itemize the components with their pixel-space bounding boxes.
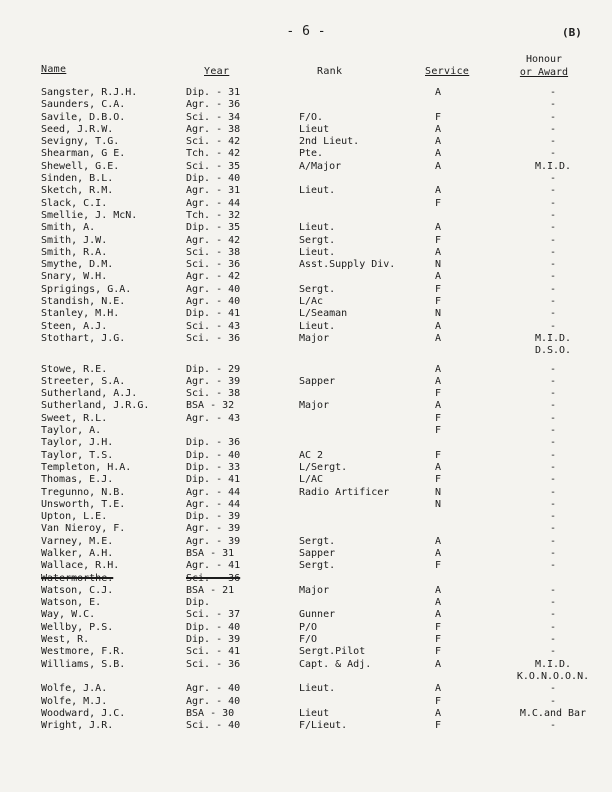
entry-service: F xyxy=(435,197,442,209)
entry-year: Sci. - 41 xyxy=(186,646,241,658)
entry-rank: Sergt. xyxy=(299,560,336,572)
entry-rank: Lieut xyxy=(299,123,330,135)
table-row xyxy=(0,487,612,499)
entry-year: Sci. - 35 xyxy=(186,160,241,172)
entry-year: Sci. - 37 xyxy=(186,609,241,621)
table-row xyxy=(0,425,612,437)
entry-service: F xyxy=(435,474,442,486)
entry-name: Taylor, T.S. xyxy=(41,449,114,461)
entry-name: Taylor, A. xyxy=(41,425,102,437)
entry-honour: K.O.N.O.O.N. xyxy=(516,670,590,682)
entry-honour: - xyxy=(549,320,557,332)
entry-rank: Major xyxy=(299,584,330,596)
page-number: - 6 - xyxy=(286,24,326,39)
header-honour-line2: or Award xyxy=(519,67,569,78)
entry-name: Wolfe, M.J. xyxy=(41,695,108,707)
entry-name: Sketch, R.M. xyxy=(41,185,114,197)
entry-year: Agr. - 39 xyxy=(186,375,241,387)
table-row xyxy=(0,87,612,99)
entry-name: Unsworth, T.E. xyxy=(41,498,126,510)
entry-year: Agr. - 40 xyxy=(186,695,241,707)
entry-honour: M.I.D. xyxy=(534,658,572,670)
entry-service: A xyxy=(435,246,442,258)
entry-name: Woodward, J.C. xyxy=(41,707,126,719)
header-year: Year xyxy=(204,66,230,77)
entry-honour: - xyxy=(549,296,557,308)
entry-honour: - xyxy=(549,259,557,271)
entry-service: A xyxy=(435,222,442,234)
entry-honour: - xyxy=(549,363,557,375)
table-row xyxy=(0,585,612,597)
entry-honour: - xyxy=(549,222,557,234)
entry-honour: - xyxy=(549,695,557,707)
entry-year: Agr. - 36 xyxy=(186,99,241,111)
entry-service: F xyxy=(435,425,442,437)
entry-honour: - xyxy=(549,209,557,221)
entry-year: Dip. - 40 xyxy=(186,621,241,633)
entry-service: F xyxy=(435,695,442,707)
entry-year: Sci. - 36 xyxy=(186,259,241,271)
entry-year: Dip. - 41 xyxy=(186,308,241,320)
entry-service: F xyxy=(435,283,442,295)
entry-rank: Capt. & Adj. xyxy=(299,658,372,670)
entry-honour: - xyxy=(549,449,557,461)
entry-honour: - xyxy=(549,621,557,633)
entry-honour: - xyxy=(549,123,557,135)
entry-rank: Sergt. xyxy=(299,283,336,295)
entry-service: A xyxy=(435,707,442,719)
entry-honour: - xyxy=(549,136,557,148)
entry-honour: - xyxy=(549,646,557,658)
entry-honour: - xyxy=(549,597,557,609)
entry-service: N xyxy=(435,486,442,498)
entry-honour: - xyxy=(549,609,557,621)
table-row xyxy=(0,388,612,400)
entry-honour: D.S.O. xyxy=(534,345,572,357)
entry-name: Tregunno, N.B. xyxy=(41,486,126,498)
table-row xyxy=(0,437,612,449)
table-row xyxy=(0,333,612,345)
entry-year: Dip. - 33 xyxy=(186,461,241,473)
entry-service: N xyxy=(435,498,442,510)
entry-name: Watermorthe. xyxy=(41,572,114,584)
header-service: Service xyxy=(425,66,470,77)
entry-honour: - xyxy=(549,283,557,295)
entry-service: A xyxy=(435,597,442,609)
header-rank: Rank xyxy=(317,66,343,77)
entry-year: Agr. - 40 xyxy=(186,283,241,295)
entry-honour: - xyxy=(549,308,557,320)
entry-honour: - xyxy=(549,412,557,424)
entry-rank: Sapper xyxy=(299,547,336,559)
entry-name: Smith, A. xyxy=(41,222,96,234)
table-row xyxy=(0,284,612,296)
table-row xyxy=(0,136,612,148)
table-row xyxy=(0,696,612,708)
entry-service: A xyxy=(435,87,442,98)
entry-service: N xyxy=(435,308,442,320)
entry-year: Agr. - 42 xyxy=(186,271,241,283)
table-row xyxy=(0,511,612,523)
entry-name: Sweet, R.L. xyxy=(41,412,108,424)
entry-service: A xyxy=(435,363,442,375)
entry-service: F xyxy=(435,412,442,424)
entry-service: A xyxy=(435,123,442,135)
entry-honour: - xyxy=(549,271,557,283)
entry-year: Dip. - 41 xyxy=(186,474,241,486)
entry-honour: - xyxy=(549,400,557,412)
entry-honour: - xyxy=(549,535,557,547)
entry-rank: Lieut. xyxy=(299,222,336,234)
entry-honour: M.I.D. xyxy=(534,332,572,344)
entry-honour: - xyxy=(549,148,557,160)
entry-name: Sangster, R.J.H. xyxy=(41,87,138,98)
entry-name: Shearman, G E. xyxy=(41,148,126,160)
entry-rank: L/AC xyxy=(299,474,324,486)
table-row xyxy=(0,185,612,197)
entry-year: Sci. - 40 xyxy=(186,720,241,732)
entry-name: Slack, C.I. xyxy=(41,197,108,209)
entry-name: Sinden, B.L. xyxy=(41,173,114,185)
entry-year: Agr. - 39 xyxy=(186,523,241,535)
entry-name: Stowe, R.E. xyxy=(41,363,108,375)
entry-name: Way, W.C. xyxy=(41,609,96,621)
entry-year: Agr. - 41 xyxy=(186,560,241,572)
entry-name: Sprigings, G.A. xyxy=(41,283,132,295)
table-row xyxy=(0,148,612,160)
entry-name: Walker, A.H. xyxy=(41,547,114,559)
entry-honour: - xyxy=(549,720,557,732)
table-row xyxy=(0,400,612,412)
table-row xyxy=(0,597,612,609)
entry-year: Dip. - 31 xyxy=(186,87,241,98)
entry-name: Stanley, M.H. xyxy=(41,308,120,320)
entry-honour: - xyxy=(549,87,557,98)
table-row xyxy=(0,708,612,720)
entry-honour: - xyxy=(549,498,557,510)
entry-rank: Lieut. xyxy=(299,683,336,695)
entry-year: Dip. - 35 xyxy=(186,222,241,234)
entry-honour: - xyxy=(549,111,557,123)
entry-year: Dip. - 39 xyxy=(186,634,241,646)
table-row xyxy=(0,646,612,658)
entry-service: A xyxy=(435,535,442,547)
entry-year: Dip. - 40 xyxy=(186,449,241,461)
entry-year: Agr. - 38 xyxy=(186,123,241,135)
table-row xyxy=(0,413,612,425)
entry-honour: - xyxy=(549,683,557,695)
entry-rank: Radio Artificer xyxy=(299,486,390,498)
entry-year: Tch. - 42 xyxy=(186,148,241,160)
entry-name: Savile, D.B.O. xyxy=(41,111,126,123)
entry-service: F xyxy=(435,388,442,400)
entry-service: A xyxy=(435,160,442,172)
table-row xyxy=(0,296,612,308)
entry-honour: - xyxy=(549,234,557,246)
table-row xyxy=(0,345,612,357)
table-row xyxy=(0,161,612,173)
entry-name: Varney, M.E. xyxy=(41,535,114,547)
entry-year: Agr. - 40 xyxy=(186,683,241,695)
entry-service: F xyxy=(435,646,442,658)
entry-name: Westmore, F.R. xyxy=(41,646,126,658)
entry-rank: 2nd Lieut. xyxy=(299,136,360,148)
entry-year: BSA - 31 xyxy=(186,547,235,559)
entry-year: Agr. - 44 xyxy=(186,498,241,510)
entry-name: Van Nieroy, F. xyxy=(41,523,126,535)
entry-service: F xyxy=(435,449,442,461)
entry-year: Dip. - 40 xyxy=(186,173,241,185)
entry-service: A xyxy=(435,136,442,148)
entry-service: A xyxy=(435,461,442,473)
table-row xyxy=(0,548,612,560)
entry-honour: - xyxy=(549,523,557,535)
entry-name: Stothart, J.G. xyxy=(41,332,126,344)
entry-name: Wright, J.R. xyxy=(41,720,114,732)
entry-service: A xyxy=(435,332,442,344)
entry-name: Upton, L.E. xyxy=(41,511,108,523)
entry-service: A xyxy=(435,148,442,160)
entry-honour: - xyxy=(549,197,557,209)
entry-name: West, R. xyxy=(41,634,90,646)
entry-honour: - xyxy=(549,474,557,486)
entry-rank: Pte. xyxy=(299,148,324,160)
entry-year: Agr. - 31 xyxy=(186,185,241,197)
table-row xyxy=(0,622,612,634)
header-name: Name xyxy=(41,64,67,75)
table-row xyxy=(0,671,612,683)
header-honour xyxy=(512,53,576,79)
entry-service: A xyxy=(435,658,442,670)
entry-year: Sci. - 43 xyxy=(186,320,241,332)
table-row xyxy=(0,720,612,732)
entry-service: F xyxy=(435,234,442,246)
table-row xyxy=(0,112,612,124)
table-row xyxy=(0,523,612,535)
entry-name: Wallace, R.H. xyxy=(41,560,120,572)
table-row xyxy=(0,124,612,136)
entry-year: Dip. - 39 xyxy=(186,511,241,523)
entry-year: Agr. - 43 xyxy=(186,412,241,424)
entry-honour: - xyxy=(549,425,557,437)
entry-honour: - xyxy=(549,511,557,523)
entry-service: F xyxy=(435,621,442,633)
entry-name: Wolfe, J.A. xyxy=(41,683,108,695)
entry-honour: - xyxy=(549,185,557,197)
entry-name: Snary, W.H. xyxy=(41,271,108,283)
entry-rank: L/Seaman xyxy=(299,308,348,320)
table-row xyxy=(0,659,612,671)
entry-name: Smith, J.W. xyxy=(41,234,108,246)
entry-honour: - xyxy=(549,437,557,449)
entry-service: A xyxy=(435,683,442,695)
entry-name: Sutherland, J.R.G. xyxy=(41,400,150,412)
roster-list xyxy=(0,87,612,732)
entry-rank: F/O xyxy=(299,634,318,646)
table-row xyxy=(0,222,612,234)
entry-name: Watson, E. xyxy=(41,597,102,609)
entry-rank: Gunner xyxy=(299,609,336,621)
entry-year: Sci. - 38 xyxy=(186,388,241,400)
entry-name: Wellby, P.S. xyxy=(41,621,114,633)
entry-name: Saunders, C.A. xyxy=(41,99,126,111)
page-code: (B) xyxy=(562,26,582,39)
entry-rank: F/O. xyxy=(299,111,324,123)
entry-rank: L/Sergt. xyxy=(299,461,348,473)
entry-service: A xyxy=(435,375,442,387)
table-row xyxy=(0,259,612,271)
entry-honour: - xyxy=(549,173,557,185)
entry-honour: - xyxy=(549,246,557,258)
entry-rank: Lieut. xyxy=(299,185,336,197)
entry-name: Steen, A.J. xyxy=(41,320,108,332)
entry-service: A xyxy=(435,584,442,596)
entry-year: Agr. - 39 xyxy=(186,535,241,547)
entry-year: Sci. - 42 xyxy=(186,136,241,148)
table-row xyxy=(0,321,612,333)
table-row xyxy=(0,173,612,185)
entry-honour: M.I.D. xyxy=(534,160,572,172)
table-row xyxy=(0,573,612,585)
entry-service: A xyxy=(435,320,442,332)
entry-name: Sevigny, T.G. xyxy=(41,136,120,148)
entry-year: Tch. - 32 xyxy=(186,209,241,221)
table-row xyxy=(0,198,612,210)
entry-year: Agr. - 44 xyxy=(186,486,241,498)
entry-year: Dip. - 29 xyxy=(186,363,241,375)
entry-name: Watson, C.J. xyxy=(41,584,114,596)
entry-service: A xyxy=(435,400,442,412)
entry-year: Agr. - 40 xyxy=(186,296,241,308)
entry-service: A xyxy=(435,271,442,283)
entry-honour: - xyxy=(549,388,557,400)
entry-honour: - xyxy=(549,584,557,596)
entry-year: Sci. - 34 xyxy=(186,111,241,123)
entry-rank: Major xyxy=(299,400,330,412)
entry-name: Thomas, E.J. xyxy=(41,474,114,486)
entry-name: Smith, R.A. xyxy=(41,246,108,258)
table-row xyxy=(0,536,612,548)
entry-service: F xyxy=(435,720,442,732)
entry-honour: M.C.and Bar xyxy=(519,707,587,719)
entry-year: Sci. - 36 xyxy=(186,572,241,584)
entry-name: Seed, J.R.W. xyxy=(41,123,114,135)
entry-year: Dip. - 36 xyxy=(186,437,241,449)
entry-honour: - xyxy=(549,461,557,473)
entry-year: Agr. - 42 xyxy=(186,234,241,246)
entry-honour: - xyxy=(549,560,557,572)
table-row xyxy=(0,450,612,462)
entry-name: Williams, S.B. xyxy=(41,658,126,670)
entry-rank: Sapper xyxy=(299,375,336,387)
entry-name: Templeton, H.A. xyxy=(41,461,132,473)
table-row xyxy=(0,364,612,376)
entry-service: A xyxy=(435,185,442,197)
entry-honour: - xyxy=(549,547,557,559)
entry-year: Sci. - 36 xyxy=(186,658,241,670)
entry-service: F xyxy=(435,111,442,123)
entry-rank: AC 2 xyxy=(299,449,324,461)
entry-rank: A/Major xyxy=(299,160,342,172)
entry-rank: P/O xyxy=(299,621,318,633)
entry-honour: - xyxy=(549,99,557,111)
entry-name: Standish, N.E. xyxy=(41,296,126,308)
table-row xyxy=(0,376,612,388)
table-row xyxy=(0,609,612,621)
entry-year: BSA - 32 xyxy=(186,400,235,412)
entry-year: Dip. xyxy=(186,597,211,609)
entry-year: Sci. - 38 xyxy=(186,246,241,258)
header-honour-line1: Honour xyxy=(525,54,563,65)
table-row xyxy=(0,235,612,247)
table-row xyxy=(0,247,612,259)
entry-rank: F/Lieut. xyxy=(299,720,348,732)
entry-honour: - xyxy=(549,486,557,498)
entry-rank: Major xyxy=(299,332,330,344)
entry-rank: Asst.Supply Div. xyxy=(299,259,396,271)
entry-service: F xyxy=(435,560,442,572)
entry-rank: L/Ac xyxy=(299,296,324,308)
entry-year: BSA - 30 xyxy=(186,707,235,719)
entry-rank: Lieut. xyxy=(299,320,336,332)
entry-year: Agr. - 44 xyxy=(186,197,241,209)
table-row xyxy=(0,308,612,320)
entry-rank: Sergt. xyxy=(299,535,336,547)
entry-honour: - xyxy=(549,634,557,646)
entry-rank: Lieut. xyxy=(299,246,336,258)
entry-service: N xyxy=(435,259,442,271)
entry-year: BSA - 21 xyxy=(186,584,235,596)
table-row xyxy=(0,271,612,283)
entry-rank: Sergt.Pilot xyxy=(299,646,366,658)
entry-honour: - xyxy=(549,375,557,387)
entry-service: F xyxy=(435,634,442,646)
table-row xyxy=(0,683,612,695)
entry-year: Sci. - 36 xyxy=(186,332,241,344)
entry-service: A xyxy=(435,609,442,621)
entry-name: Taylor, J.H. xyxy=(41,437,114,449)
entry-name: Sutherland, A.J. xyxy=(41,388,138,400)
entry-name: Smellie, J. McN. xyxy=(41,209,138,221)
entry-name: Smythe, D.M. xyxy=(41,259,114,271)
entry-name: Streeter, S.A. xyxy=(41,375,126,387)
table-row xyxy=(0,99,612,111)
table-row xyxy=(0,474,612,486)
table-row xyxy=(0,210,612,222)
table-row xyxy=(0,499,612,511)
table-row xyxy=(0,560,612,572)
entry-name: Shewell, G.E. xyxy=(41,160,120,172)
entry-rank: Lieut xyxy=(299,707,330,719)
entry-service: F xyxy=(435,296,442,308)
entry-service: A xyxy=(435,547,442,559)
entry-rank: Sergt. xyxy=(299,234,336,246)
table-row xyxy=(0,462,612,474)
table-row xyxy=(0,634,612,646)
